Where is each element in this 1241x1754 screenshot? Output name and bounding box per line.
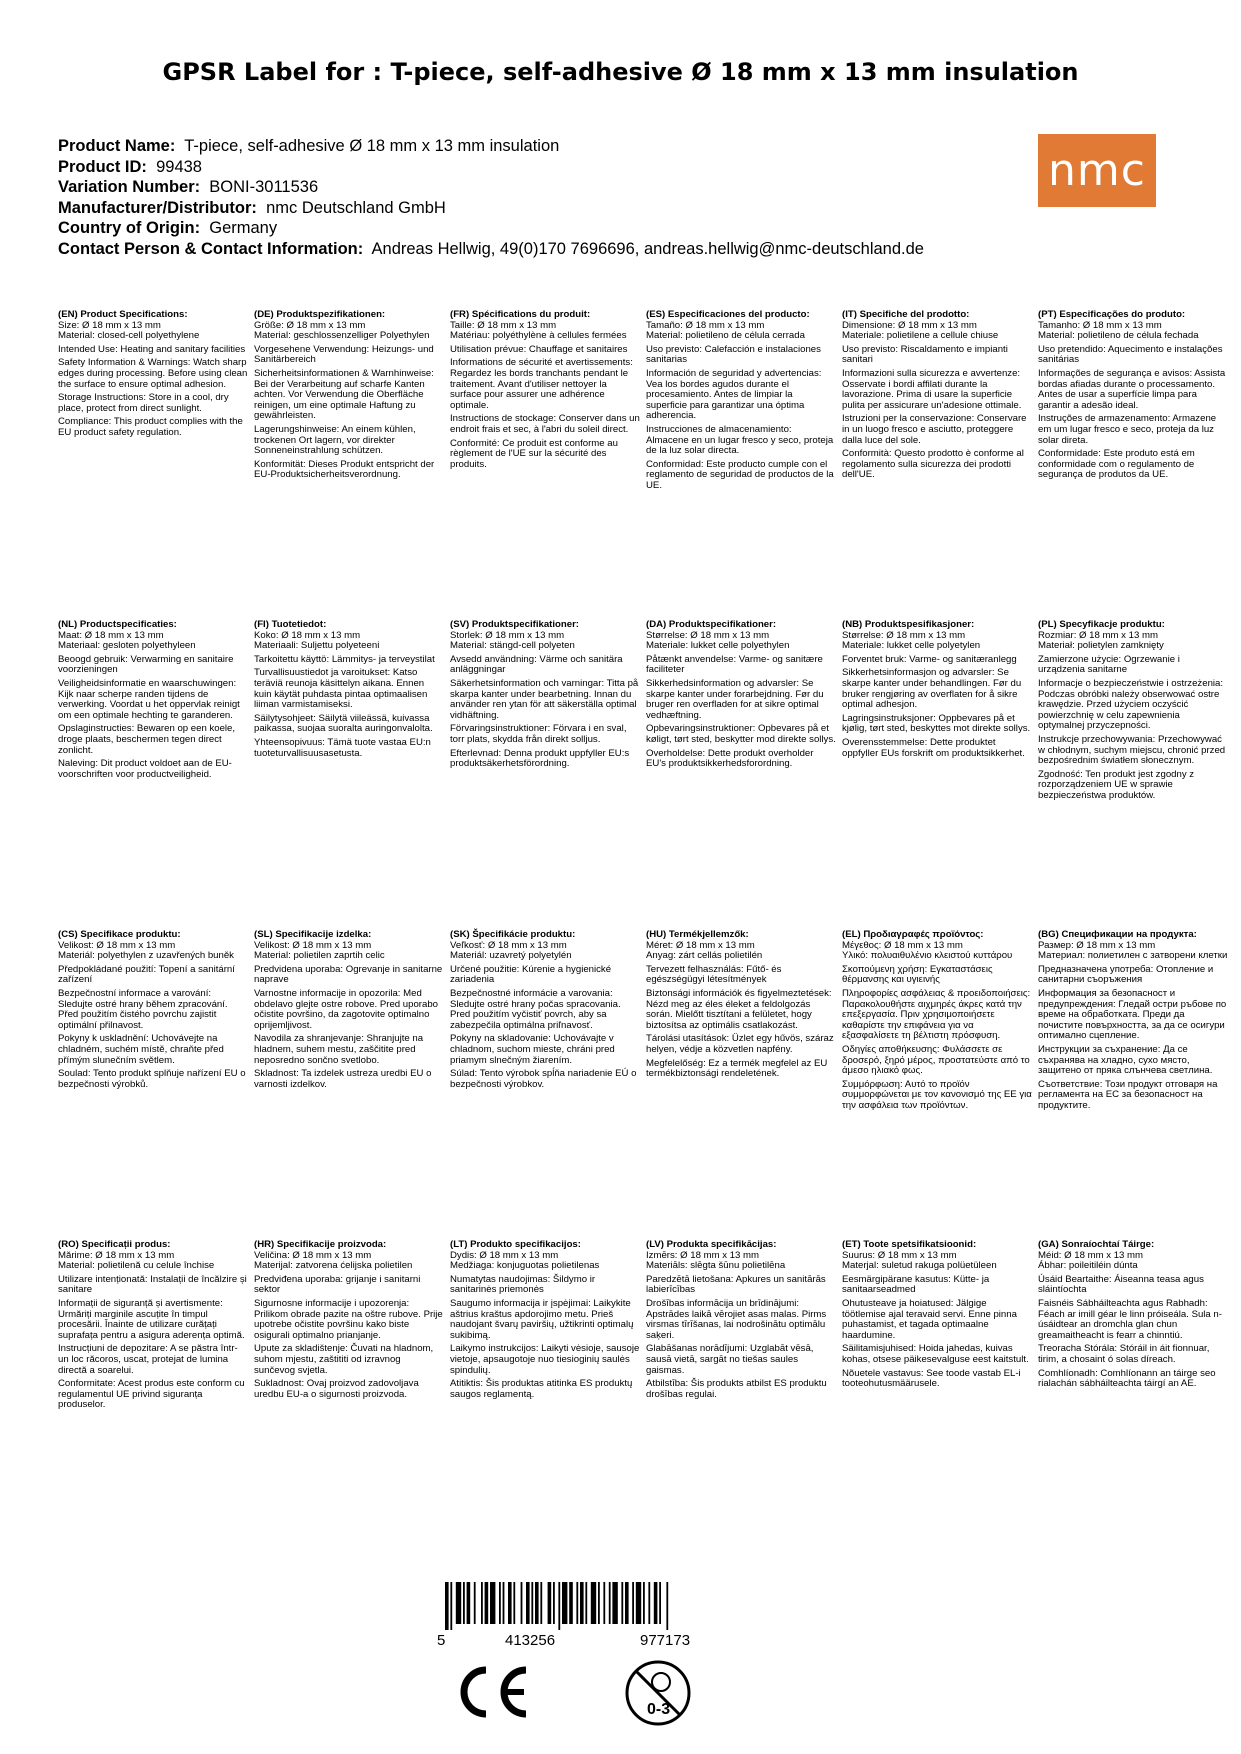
spec-paragraph: Sigurnosne informacije i upozorenja: Prilikom obrade pazite na oštre rubove. Prije upotrebe očistite površinu kako biste osigurali optimalno prianjanje. (254, 1297, 443, 1341)
spec-size: Koko: Ø 18 mm x 13 mm (254, 629, 361, 641)
spec-paragraph: Overensstemmelse: Dette produktet oppfyller EUs forskrift om produktsikkerhet. (842, 736, 1025, 759)
spec-paragraph: Forventet bruk: Varme- og sanitæranlegg (842, 653, 1017, 665)
spec-paragraph: Konformität: Dieses Produkt entspricht der EU-Produktsicherheitsverordnung. (254, 458, 435, 481)
spec-paragraph: Súlad: Tento výrobok spĺňa nariadenie EÚ o bezpečnosti výrobkov. (450, 1068, 637, 1090)
spec-paragraph: Ohutusteave ja hoiatused: Jälgige töötlemise ajal teravaid servi. Enne pinna puhastamist, et tagada optimaalne haardumine. (842, 1297, 1017, 1341)
spec-paragraph: Laikymo instrukcijos: Laikyti vėsioje, sausoje vietoje, apsaugotoje nuo tiesioginių saulės spindulių. (450, 1343, 640, 1376)
barcode-bar (636, 1582, 641, 1624)
spec-block (254, 1240, 444, 1403)
spec-paragraph: Turvallisuustiedot ja varoitukset: Katso teräviä reunoja käsittelyn aikana. Ennen kuin käytät puhdasta pintaa optimaalisen liiman varmistamiseksi. (254, 667, 428, 711)
info-value: BONI-3011536 (209, 178, 319, 196)
spec-size: Velikost: Ø 18 mm x 13 mm (254, 939, 372, 951)
spec-paragraph: Förvaringsinstruktioner: Förvara i en sval, torr plats, skydda från direkt solljus. (450, 723, 627, 745)
spec-paragraph: Instrucțiuni de depozitare: A se păstra într-un loc răcoros, uscat, protejat de lumina directă a soarelui. (58, 1343, 238, 1376)
info-label: Manufacturer/Distributor: (58, 198, 257, 217)
spec-heading: (NL) Productspecificaties: (58, 619, 177, 630)
barcode-bar (463, 1582, 465, 1624)
barcode-bar (598, 1582, 600, 1624)
spec-paragraph: Tarkoitettu käyttö: Lämmitys- ja terveystilat (254, 653, 435, 665)
spec-paragraph: Glabāšanas norādījumi: Uzglabāt vēsā, sausā vietā, sargāt no tiešas saules gaismas. (646, 1343, 814, 1376)
spec-paragraph: Materiaal: gesloten polyethyleen (58, 640, 196, 652)
spec-paragraph: Safety Information & Warnings: Watch sharp edges during processing. Before using clean the surface to ensure optimal adhesion. (58, 357, 248, 390)
spec-paragraph: Bezpečnostní informace a varování: Sledujte ostré hrany během zpracování. Před použitím čistého povrchu zajistit optimální přilnavost. (58, 987, 228, 1031)
spec-paragraph: Material: stängd-cell polyeten (450, 640, 575, 652)
spec-paragraph: Conformitate: Acest produs este conform cu regulamentul UE privind siguranța produselor. (58, 1378, 245, 1411)
spec-paragraph: Nõuetele vastavus: See toode vastab EL-i tooteohutusmäärusele. (842, 1367, 1021, 1390)
barcode-bar (503, 1582, 505, 1624)
spec-block (254, 930, 444, 1093)
spec-paragraph: Σκοπούμενη χρήση: Εγκαταστάσεις θέρμανσης και υγιεινής (842, 963, 993, 986)
spec-paragraph: Материал: полиетилен с затворени клетки (1038, 950, 1228, 962)
spec-block (58, 310, 248, 442)
spec-block (646, 1240, 836, 1403)
spec-paragraph: Materiał: polietylen zamknięty (1038, 640, 1164, 652)
spec-block (1038, 310, 1228, 484)
barcode-bar (569, 1582, 573, 1624)
spec-paragraph: Materjal: suletud rakuga polüetüleen (842, 1260, 997, 1272)
spec-size: Velikost: Ø 18 mm x 13 mm (58, 939, 176, 951)
spec-size: Méret: Ø 18 mm x 13 mm (646, 939, 755, 951)
barcode-bar (450, 1582, 452, 1630)
spec-paragraph: Informations de sécurité et avertissements: Regardez les bords tranchants pendant le traitement. Avant d'utiliser nettoyer la surface pour assurer une adhérence optimale. (450, 357, 633, 411)
spec-heading: (EN) Product Specifications: (58, 309, 188, 320)
svg-text:0-3: 0-3 (647, 1701, 671, 1718)
spec-paragraph: Určené použitie: Kúrenie a hygienické zariadenia (450, 963, 612, 986)
barcode-bar (513, 1582, 515, 1624)
info-value: nmc Deutschland GmbH (266, 198, 446, 217)
spec-block (450, 310, 640, 473)
spec-size: Størrelse: Ø 18 mm x 13 mm (842, 629, 966, 641)
spec-heading: (IT) Specifiche del prodotto: (842, 309, 970, 320)
spec-paragraph: Materiale: lukket celle polyethylen (646, 640, 790, 652)
spec-heading: (HU) Termékjellemzők: (646, 929, 749, 940)
spec-paragraph: Zamierzone użycie: Ogrzewanie i urządzenia sanitarne (1038, 653, 1180, 676)
spec-paragraph: Pokyny na skladovanie: Uchovávajte v chladnom, suchom mieste, chráni pred priamym slnečným žiarením. (450, 1033, 615, 1066)
spec-paragraph: Saugumo informacija ir įspėjimai: Laikykite aštrius kraštus apdorojimo metu. Prieš naudojant švarų paviršių, užtikrinti optimalų sukibimą. (450, 1297, 634, 1341)
spec-heading: (PT) Especificações do produto: (1038, 309, 1186, 320)
spec-paragraph: Instrukcje przechowywania: Przechowywać w chłodnym, suchym miejscu, chronić przed bezpośrednim światłem słonecznym. (1038, 733, 1226, 767)
spec-size: Størrelse: Ø 18 mm x 13 mm (646, 629, 770, 641)
spec-size: Méid: Ø 18 mm x 13 mm (1038, 1249, 1144, 1261)
spec-heading: (FI) Tuotetiedot: (254, 619, 327, 630)
ce-mark-icon (452, 1664, 532, 1720)
spec-heading: (ET) Toote spetsifikatsioonid: (842, 1239, 977, 1250)
spec-paragraph: Säilytysohjeet: Säilytä viileässä, kuivassa paikassa, suojaa suoralta auringonvalolta. (254, 712, 433, 735)
spec-block (842, 1240, 1032, 1393)
spec-paragraph: Istruzioni per la conservazione: Conservare in un luogo fresco e asciutto, proteggere dalla luce del sole. (842, 413, 1027, 446)
spec-paragraph: Avsedd användning: Värme och sanitära anläggningar (450, 653, 623, 676)
spec-block (450, 620, 640, 773)
spec-heading: (ES) Especificaciones del producto: (646, 309, 810, 320)
spec-paragraph: Atitiktis: Šis produktas atitinka ES produktų saugos reglamentą. (450, 1378, 633, 1400)
spec-paragraph: Material: geschlossenzelliger Polyethylen (254, 330, 430, 342)
spec-paragraph: Sicherheitsinformationen & Warnhinweise: Bei der Verarbeitung auf scharfe Kanten achten. Vor Verwendung die Oberfläche reinigen, um eine optimale Haftung zu gewährleisten. (254, 367, 434, 422)
spec-heading: (EL) Προδιαγραφές προϊόντος: (842, 929, 984, 940)
barcode-bar (490, 1582, 495, 1624)
barcode-bar (474, 1582, 476, 1624)
spec-paragraph: Pokyny k uskladnění: Uchovávejte na chladném, suchém místě, chraňte před přímým slunečním světlem. (58, 1033, 224, 1066)
spec-block (1038, 620, 1228, 805)
spec-paragraph: Eesmärgipärane kasutus: Kütte- ja sanitaarseadmed (842, 1273, 990, 1296)
spec-heading: (NB) Produktspesifikasjoner: (842, 619, 975, 630)
spec-paragraph: Opslaginstructies: Bewaren op een koele, droge plaats, beschermen tegen direct zonlicht. (58, 723, 236, 756)
spec-paragraph: Materiale: lukket celle polyetylen (842, 640, 981, 652)
spec-block (58, 620, 248, 783)
spec-paragraph: Instructions de stockage: Conserver dans un endroit frais et sec, à l'abri du soleil direct. (450, 413, 640, 435)
spec-paragraph: Numatytas naudojimas: Šildymo ir sanitarinės priemonės (450, 1273, 596, 1296)
spec-paragraph: Efterlevnad: Denna produkt uppfyller EU:s produktsäkerhetsförordning. (450, 747, 630, 770)
spec-paragraph: Treoracha Stórála: Stóráil in áit fionnuar, tirim, a chosaint ó solas díreach. (1038, 1343, 1210, 1365)
spec-heading: (GA) Sonraíochtaí Táirge: (1038, 1239, 1155, 1250)
info-label: Variation Number: (58, 178, 201, 196)
spec-paragraph: Materijal: zatvorena ćelijska polietilen (254, 1260, 413, 1272)
spec-paragraph: Lagringsinstruksjoner: Oppbevares på et kjølig, tørt sted, beskyttes mot direkte sollys. (842, 712, 1031, 735)
barcode-right-digits: 977173 (640, 1632, 691, 1649)
info-label: Product ID: (58, 157, 147, 176)
spec-paragraph: Säilitamisjuhised: Hoida jahedas, kuivas kohas, otsese päikesevalguse eest kaitstult. (842, 1343, 1029, 1365)
info-value: T-piece, self-adhesive Ø 18 mm x 13 mm insulation (184, 137, 560, 155)
spec-paragraph: Intended Use: Heating and sanitary facilities (58, 343, 246, 355)
spec-paragraph: Materiaali: Suljettu polyeteeni (254, 640, 380, 652)
spec-paragraph: Předpokládané použití: Topení a sanitární zařízení (58, 963, 235, 986)
barcode-bar (654, 1582, 658, 1624)
barcode-bar (603, 1582, 605, 1624)
info-row (58, 177, 924, 198)
barcode-bar (485, 1582, 489, 1624)
spec-size: Veľkosť: Ø 18 mm x 13 mm (450, 939, 567, 951)
spec-heading: (PL) Specyfikacje produktu: (1038, 619, 1165, 630)
spec-paragraph: Skladnost: Ta izdelek ustreza uredbi EU o varnosti izdelkov. (254, 1068, 432, 1090)
spec-size: Rozmiar: Ø 18 mm x 13 mm (1038, 629, 1158, 641)
spec-paragraph: Material: polietileno de célula cerrada (646, 330, 805, 342)
barcode-bar (445, 1582, 449, 1630)
spec-paragraph: Beoogd gebruik: Verwarming en sanitaire voorzieningen (58, 653, 234, 676)
spec-block (842, 310, 1032, 484)
spec-size: Izmērs: Ø 18 mm x 13 mm (646, 1249, 760, 1261)
spec-size: Dydis: Ø 18 mm x 13 mm (450, 1249, 559, 1261)
barcode-bar (609, 1582, 611, 1624)
spec-paragraph: Instruções de armazenamento: Armazene em um lugar fresco e seco, proteja da luz solar direta. (1038, 413, 1217, 446)
spec-paragraph: Conformità: Questo prodotto è conforme al regolamento sulla sicurezza dei prodotti dell'UE. (842, 448, 1024, 481)
spec-paragraph: Conformidad: Este producto cumple con el reglamento de seguridad de productos de la UE. (646, 458, 834, 491)
nmc-logo: nmc (1038, 134, 1156, 207)
spec-paragraph: Materiāls: slēgta šūnu polietilēna (646, 1260, 786, 1272)
spec-paragraph: Material: polietilen zaprtih celic (254, 950, 385, 962)
spec-paragraph: Navodila za shranjevanje: Shranjujte na hladnem, suhem mestu, zaščitite pred neposredno sončno svetlobo. (254, 1033, 424, 1066)
spec-paragraph: Atbilstība: Šis produkts atbilst ES produktu drošības regulai. (646, 1378, 827, 1400)
spec-heading: (HR) Specifikacije proizvoda: (254, 1239, 387, 1250)
spec-paragraph: Medžiaga: konjuguotas polietilenas (450, 1260, 600, 1272)
spec-block (1038, 930, 1228, 1115)
barcode-bar (481, 1582, 483, 1624)
barcode-bar (499, 1582, 501, 1624)
spec-paragraph: Naleving: Dit product voldoet aan de EU-voorschriften voor productveiligheid. (58, 758, 232, 780)
spec-paragraph: Materiál: polyethylen z uzavřených buněk (58, 950, 234, 962)
spec-block (646, 930, 836, 1083)
spec-size: Mărime: Ø 18 mm x 13 mm (58, 1249, 175, 1261)
barcode-bar (456, 1582, 461, 1624)
spec-block (646, 620, 836, 773)
barcode-left-digits: 413256 (505, 1632, 556, 1649)
spec-paragraph: Информация за безопасност и предупреждения: Гледай остри ръбове по време на обработката. Преди да почистите повърхността, за да се осигури оптимално сцепление. (1038, 987, 1227, 1042)
spec-paragraph: Material: polietileno de célula fechada (1038, 330, 1199, 342)
spec-paragraph: Matériau: polyéthylène à cellules fermées (450, 330, 627, 342)
spec-paragraph: Información de seguridad y advertencias: Vea los bordes agudos durante el procesamiento. Antes de limpiar la superficie para garantizar una óptima adherencia. (646, 367, 822, 422)
info-value: Andreas Hellwig, 49(0)170 7696696, andreas.hellwig@nmc-deutschland.de (371, 239, 924, 258)
spec-paragraph: Material: polietilenă cu celule închise (58, 1260, 215, 1272)
spec-paragraph: Materiál: uzavretý polyetylén (450, 950, 572, 962)
spec-paragraph: Instrucciones de almacenamiento: Almacene en un lugar fresco y seco, proteja de la luz solar directa. (646, 423, 834, 457)
spec-size: Maat: Ø 18 mm x 13 mm (58, 629, 164, 641)
info-value: Germany (209, 219, 278, 237)
info-label: Country of Origin: (58, 219, 201, 237)
spec-paragraph: Opbevaringsinstruktioner: Opbevares på et køligt, tørt sted, beskytter mod direkte sollys. (646, 723, 836, 745)
info-row (58, 239, 924, 260)
barcode-bar (625, 1582, 629, 1624)
spec-heading: (LT) Produkto specifikacijos: (450, 1239, 581, 1250)
spec-paragraph: Informații de siguranță și avertismente: Urmăriți marginile ascuțite în timpul procesării. Înainte de utilizare curățați suprafața pentru a asigura aderența optimă. (58, 1297, 245, 1341)
spec-paragraph: Ábhar: poileitiléin dúnta (1038, 1260, 1138, 1272)
spec-paragraph: Biztonsági információk és figyelmeztetések: Nézd meg az éles éleket a feldolgozás során. Mielőtt tisztítani a felületet, hogy biztosítsa az optimális csatlakozást. (646, 987, 832, 1031)
spec-size: Tamaño: Ø 18 mm x 13 mm (646, 319, 765, 331)
spec-heading: (LV) Produkta specifikācijas: (646, 1239, 777, 1250)
info-row (58, 198, 924, 219)
spec-paragraph: Υλικό: πολυαιθυλένιο κλειστού κυττάρου (842, 950, 1013, 962)
spec-paragraph: Zgodność: Ten produkt jest zgodny z rozporządzeniem UE w sprawie bezpieczeństwa produktów. (1038, 768, 1195, 801)
spec-heading: (DA) Produktspecifikationer: (646, 619, 777, 630)
spec-paragraph: Sikkerhetsinformasjon og advarsler: Se skarpe kanter under behandlingen. Før du bruker rengjøring av overflaten for å sikre optimal adhesjon. (842, 667, 1022, 711)
spec-block (450, 930, 640, 1093)
spec-paragraph: Predviđena uporaba: grijanje i sanitarni sektor (254, 1273, 421, 1296)
spec-block (450, 1240, 640, 1403)
age-warning-0-3-icon (623, 1658, 693, 1728)
spec-paragraph: Uso pretendido: Aquecimento e instalações sanitárias (1038, 343, 1223, 366)
spec-paragraph: Οδηγίες αποθήκευσης: Φυλάσσετε σε δροσερό, ξηρό μέρος, προστατεύστε από το άμεσο ηλιακό φως. (842, 1043, 1030, 1077)
spec-size: Veličina: Ø 18 mm x 13 mm (254, 1249, 372, 1261)
spec-paragraph: Συμμόρφωση: Αυτό το προϊόν συμμορφώνεται με τον κανονισμό της ΕΕ για την ασφάλεια των προϊόντων. (842, 1078, 1032, 1111)
spec-heading: (FR) Spécifications du produit: (450, 309, 591, 320)
spec-paragraph: Инструкции за съхранение: Да се съхранява на хладно, сухо място, защитено от пряка слънчева светлина. (1038, 1043, 1213, 1077)
info-row (58, 157, 924, 178)
spec-size: Tamanho: Ø 18 mm x 13 mm (1038, 319, 1162, 331)
spec-size: Suurus: Ø 18 mm x 13 mm (842, 1249, 957, 1261)
barcode-bar (580, 1582, 584, 1624)
info-value: 99438 (156, 157, 202, 176)
spec-paragraph: Påtænkt anvendelse: Varme- og sanitære faciliteter (646, 653, 823, 676)
spec-paragraph: Overholdelse: Dette produkt overholder EU's produktsikkerhedsforordning. (646, 747, 814, 770)
spec-paragraph: Съответствие: Този продукт отговаря на регламента на ЕС за безопасност на продуктите. (1038, 1078, 1218, 1111)
spec-paragraph: Πληροφορίες ασφάλειας & προειδοποιήσεις: Παρακολουθήστε αιχμηρές άκρες κατά την επεξεργασία. Πριν χρησιμοποιήσετε καθαρίστε την επιφάνεια για να εξασφαλίσετε τη βέλτιστη πρόσφυση. (842, 987, 1031, 1042)
spec-paragraph: Lagerungshinweise: An einem kühlen, trockenen Ort lagern, vor direkter Sonneneinstrahlung schützen. (254, 423, 416, 457)
spec-paragraph: Sukladnost: Ovaj proizvod zadovoljava uredbu EU-a o sigurnosti proizvoda. (254, 1378, 419, 1400)
spec-paragraph: Anyag: zárt cellás polietilén (646, 950, 763, 962)
barcode-lead-digit: 5 (437, 1632, 446, 1649)
barcode-bar (553, 1582, 555, 1624)
spec-block (646, 310, 836, 495)
spec-heading: (DE) Produktspezifikationen: (254, 309, 386, 320)
spec-paragraph: Faisnéis Sábháilteachta agus Rabhadh: Féach ar imill géar le linn próiseála. Sula n-úsáidtear an dromchla glan chun greamaitheacht is fearr a chinntiú. (1038, 1297, 1222, 1341)
spec-paragraph: Vorgesehene Verwendung: Heizungs- und Sanitärbereich (254, 343, 434, 366)
barcode-bar (621, 1582, 623, 1624)
barcode-bar (548, 1582, 552, 1624)
spec-paragraph: Materiale: polietilene a cellule chiuse (842, 330, 999, 342)
spec-paragraph: Conformidade: Este produto está em conformidade com o regulamento de segurança de produtos da UE. (1038, 448, 1195, 481)
spec-paragraph: Uso previsto: Calefacción e instalaciones sanitarias (646, 343, 821, 366)
spec-heading: (CS) Specifikace produktu: (58, 929, 181, 940)
barcode-bar (558, 1582, 560, 1630)
spec-heading: (SK) Špecifikácie produktu: (450, 929, 576, 940)
spec-paragraph: Yhteensopivuus: Tämä tuote vastaa EU:n tuoteturvallisuusasetusta. (254, 736, 431, 759)
barcode-bar (531, 1582, 533, 1624)
spec-paragraph: Conformité: Ce produit est conforme au règlement de l'UE sur la sécurité des produits. (450, 437, 618, 470)
spec-paragraph: Compliance: This product complies with the EU product safety regulation. (58, 416, 243, 438)
spec-paragraph: Varnostne informacije in opozorila: Med obdelavo glejte ostre robove. Pred uporabo očistite površino, da zagotovite optimalno oprijemljivost. (254, 987, 439, 1031)
spec-paragraph: Informacje o bezpieczeństwie i ostrzeżenia: Podczas obróbki należy obserwować ostre krawędzie. Przed użyciem oczyścić powierzchnię w celu zapewnienia optymalnej przyczepności. (1038, 677, 1224, 732)
spec-size: Размер: Ø 18 mm x 13 mm (1038, 939, 1156, 951)
spec-paragraph: Storage Instructions: Store in a cool, dry place, protect from direct sunlight. (58, 392, 229, 414)
spec-paragraph: Informazioni sulla sicurezza e avvertenze: Osservate i bordi affilati durante la lavorazione. Prima di usare la superficie pulita per assicurare un'adesione ottimale. (842, 367, 1022, 411)
spec-block (254, 310, 444, 484)
product-info (58, 136, 924, 259)
spec-paragraph: Предназначена употреба: Отопление и санитарни съоръжения (1038, 963, 1214, 986)
spec-size: Größe: Ø 18 mm x 13 mm (254, 319, 366, 331)
spec-paragraph: Material: closed-cell polyethylene (58, 330, 200, 342)
spec-heading: (BG) Спецификации на продукта: (1038, 929, 1197, 940)
spec-block (842, 620, 1032, 762)
info-label: Product Name: (58, 137, 176, 155)
barcode-bar (585, 1582, 587, 1624)
spec-paragraph: Tárolási utasítások: Üzlet egy hűvös, száraz helyen, védje a közvetlen napfény. (646, 1033, 834, 1055)
spec-size: Dimensione: Ø 18 mm x 13 mm (842, 319, 977, 331)
spec-size: Μέγεθος: Ø 18 mm x 13 mm (842, 939, 963, 951)
spec-paragraph: Utilisation prévue: Chauffage et sanitaires (450, 343, 628, 355)
spec-paragraph: Informações de segurança e avisos: Assista bordas afiadas durante o processamento. Antes de usar a superfície limpa para garantir a adesão ideal. (1038, 367, 1226, 411)
barcode-bar (643, 1582, 645, 1624)
barcode-bars (445, 1582, 735, 1630)
barcode-bar (526, 1582, 530, 1624)
spec-paragraph: Uso previsto: Riscaldamento e impianti sanitari (842, 343, 1008, 366)
spec-size: Size: Ø 18 mm x 13 mm (58, 319, 161, 331)
spec-heading: (SL) Specifikacije izdelka: (254, 929, 372, 940)
spec-size: Storlek: Ø 18 mm x 13 mm (450, 629, 565, 641)
spec-heading: (RO) Specificații produs: (58, 1239, 171, 1250)
barcode-bar (666, 1582, 668, 1630)
spec-size: Taille: Ø 18 mm x 13 mm (450, 319, 557, 331)
barcode-bar (521, 1582, 523, 1624)
info-row (58, 218, 924, 239)
spec-paragraph: Predvidena uporaba: Ogrevanje in sanitarne naprave (254, 963, 443, 986)
spec-paragraph: Comhlíonadh: Comhlíonann an táirge seo rialachán sábháilteachta táirgí an AE. (1038, 1367, 1216, 1390)
spec-paragraph: Säkerhetsinformation och varningar: Titta på skarpa kanter under bearbetning. Innan du använder ren ytan för att säkerställa optimal vidhäftning. (450, 677, 639, 721)
spec-paragraph: Soulad: Tento produkt splňuje nařízení EU o bezpečnosti výrobků. (58, 1068, 246, 1090)
spec-paragraph: Bezpečnostné informácie a varovania: Sledujte ostré hrany počas spracovania. Pred použitím vyčistiť povrch, aby sa zabezpečila optimálna priľnavosť. (450, 987, 621, 1031)
barcode-bar (648, 1582, 650, 1624)
barcode-bar (540, 1582, 542, 1624)
barcode-bar (612, 1582, 617, 1624)
info-label: Contact Person & Contact Information: (58, 239, 364, 258)
barcode-bar (467, 1582, 471, 1624)
page-title: GPSR Label for : T-piece, self-adhesive Ø 18 mm x 13 mm insulation (162, 58, 1079, 86)
spec-paragraph: Megfelelőség: Ez a termék megfelel az EU termékbiztonsági rendeletének. (646, 1057, 828, 1080)
spec-block (58, 930, 248, 1093)
spec-block (842, 930, 1032, 1115)
barcode-bar (659, 1582, 661, 1624)
barcode-bar (632, 1582, 634, 1624)
barcode-bar (508, 1582, 512, 1624)
spec-paragraph: Úsáid Beartaithe: Áiseanna teasa agus sláintíochta (1038, 1273, 1204, 1296)
spec-block (58, 1240, 248, 1414)
spec-paragraph: Drošības informācija un brīdinājumi: Apstrādes laikā vērojiet asas malas. Pirms virsmas tīrīšanas, lai nodrošinātu optimālu saķeri. (646, 1297, 827, 1341)
info-row (58, 136, 924, 157)
barcode-bar (591, 1582, 596, 1624)
spec-paragraph: Veiligheidsinformatie en waarschuwingen: Kijk naar scherpe randen tijdens de verwerking. Voordat u het oppervlak reinigt om een optimale hechting te garanderen. (58, 677, 240, 721)
spec-block (254, 620, 444, 762)
spec-block (1038, 1240, 1228, 1393)
barcode-bar (562, 1582, 567, 1624)
spec-paragraph: Utilizare intenționată: Instalații de încălzire și sanitare (58, 1273, 247, 1296)
spec-paragraph: Tervezett felhasználás: Fűtő- és egészségügyi létesítmények (646, 963, 782, 986)
barcode-bar (535, 1582, 539, 1624)
spec-paragraph: Sikkerhedsinformation og advarsler: Se skarpe kanter under forarbejdning. Før du bruger ren overfladen for at sikre optimal vedhæftning. (646, 677, 824, 721)
spec-heading: (SV) Produktspecifikationer: (450, 619, 580, 630)
spec-paragraph: Paredzētā lietošana: Apkures un sanitārās labierīcības (646, 1273, 826, 1296)
barcode-bar (576, 1582, 578, 1624)
spec-paragraph: Upute za skladištenje: Čuvati na hladnom, suhom mjestu, zaštititi od izravnog sunčevog svjetla. (254, 1343, 434, 1376)
